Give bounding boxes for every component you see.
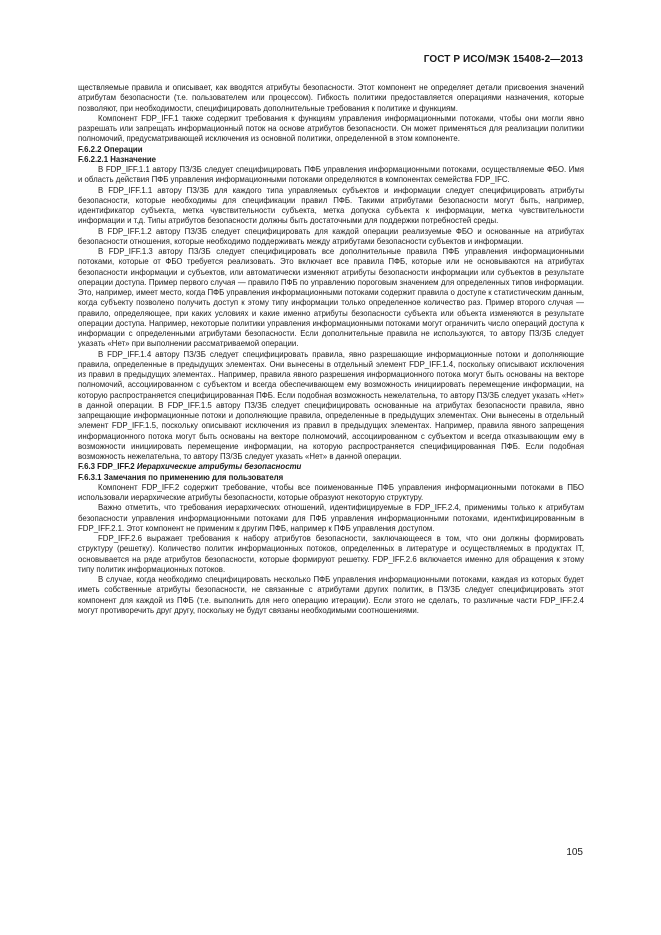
paragraph: Компонент FDP_IFF.2 содержит требование, чтобы все поименованные ПФБ управления информационными потоками в ПБО использовали иерархические атрибуты безопасности, которые образуют некоторую структуру. bbox=[78, 482, 584, 502]
paragraph: Важно отметить, что требования иерархических отношений, идентифицируемые в FDP_IFF.2.4, применимы только к атрибутам безопасности управления информационными потоками для ПФБ управления информационными потоками, идентифицированным в FDP_IFF.2.1. Этот компонент не применим к другим ПФБ, например к ПФБ управления доступом. bbox=[78, 503, 584, 533]
paragraph: В FDP_IFF.1.4 автору ПЗ/ЗБ следует специфицировать правила, явно разрешающие информационные потоки и дополняющие правила, определенные в предыдущих элементах. Они вынесены в отдельный элемент FDP_IFF.1.4, поскольку описывают исключения из правил в предыдущих элементах.. Например, правила явного разрешения информационного потока могут быть основаны на векторе полномочий, ассоциированном с субъектом и всегда обеспечивающем ему возможность инициировать перемещение информации, на которую распространяется специфицированная ПФБ. Если подобная возможность нежелательна, то автору ПЗ/ЗБ следует указать «Нет» в данной операции. В FDP_IFF.1.5 автору ПЗ/ЗБ следует специфицировать основанные на атрибутах безопасности правила, явно запрещающие информационные потоки и дополняющие правила, определенные в предыдущих элементах. Они вынесены в отдельный элемент FDP_IFF.1.5, поскольку описывают исключения из правил в предыдущих элементах. Например, правила явного запрещения информационного потока могут быть основаны на векторе полномочий, ассоциированном с субъектом и всегда отказывающим ему в возможности инициировать перемещение информации, на которую распространяется специфицированная ПФБ. Если подобная возможность нежелательна, то автору ПЗ/ЗБ следует указать «Нет» в данной операции. bbox=[78, 349, 584, 461]
section-heading bbox=[78, 462, 584, 472]
paragraph: В FDP_IFF.1.3 автору ПЗ/ЗБ следует специфицировать все дополнительные правила ПФБ управления информационными потоками, которые от ФБО требуется реализовать. Это включает все правила ПФБ, которые или не основываются на атрибутах безопасности информации и субъектов, или автоматически изменяют атрибуты безопасности информации или субъектов в результате операции доступа. Пример первого случая — правило ПФБ по управлению пороговым значением для определенных типов информации. Это, например, имеет место, когда ПФБ управления информационными потоками содержит правила о доступе к статистическим данным, когда субъекту позволено получить доступ к этому типу информации только определенное количество раз. Пример второго случая — правило, определяющее, при каких условиях и какие именно атрибуты безопасности субъекта или объекта изменяются в результате операции доступа. Например, некоторые политики управления информационными потоками могут ограничить число операций доступа к информации с определенными атрибутами безопасности. Если дополнительные правила не используются, то автору ПЗ/ЗБ следует указать «Нет» при выполнении рассматриваемой операции. bbox=[78, 247, 584, 349]
section-heading: F.6.2.2 Операции bbox=[78, 144, 143, 154]
paragraph: В случае, когда необходимо специфицировать несколько ПФБ управления информационными потоками, каждая из которых будет иметь собственные атрибуты безопасности, не связанные с атрибутами других политик, в ПЗ/ЗБ следует специфицировать этот компонент для каждой из ПФБ (т.е. выполнить для него операцию итерации). Если этого не сделать, то различные части FDP_IFF.2.4 могут противоречить друг другу, поскольку не будут связаны необходимыми соотношениями. bbox=[78, 575, 584, 615]
paragraph: FDP_IFF.2.6 выражает требования к набору атрибутов безопасности, заключающееся в том, что они должны формировать структуру (решетку). Количество политик информационных потоков, определенных в литературе и осуществляемых в продуктах IT, основывается на ряде атрибутов безопасности, которые формируют решетку. FDP_IFF.2.6 включается именно для обращения к этому типу политик информационных потоков. bbox=[78, 534, 584, 574]
section-heading: F.6.3.1 Замечания по применению для пользователя bbox=[78, 472, 284, 482]
paragraph: В FDP_IFF.1.2 автору ПЗ/ЗБ следует специфицировать для каждой операции реализуемые ФБО и основанные на атрибутах безопасности отношения, которые необходимо поддерживать между атрибутами безопасности субъектов и информации. bbox=[78, 226, 584, 246]
paragraph: В FDP_IFF.1.1 автору ПЗ/ЗБ следует специфицировать ПФБ управления информационными потоками, осуществляемые ФБО. Имя и область действия ПФБ управления информационными потоками определяются в компонентах семейства FDP_IFC. bbox=[78, 165, 584, 185]
paragraph: Компонент FDP_IFF.1 также содержит требования к функциям управления информационными потоками, чтобы они могли явно разрешать или запрещать информационный поток на основе атрибутов безопасности. Он может применяться для реализации политики полномочий, предусматривающей исключения из основной политики, определенной в этом компоненте. bbox=[78, 113, 584, 144]
document-body bbox=[78, 83, 584, 616]
paragraph: В FDP_IFF.1.1 автору ПЗ/ЗБ для каждого типа управляемых субъектов и информации следует специфицировать атрибуты безопасности, которые необходимы для спецификации правил ПФБ. Такими атрибутами безопасности могут быть, например, идентификатор субъекта, метка чувствительности субъекта, метка допуска субъекта к информации, метка чувствительности информации и т.д. Типы атрибутов безопасности должны быть достаточными для поддержки потребностей среды. bbox=[78, 185, 584, 226]
section-heading-number: F.6.3 FDP_IFF.2 bbox=[78, 462, 135, 472]
page-number: 105 bbox=[566, 847, 583, 858]
section-heading: F.6.2.2.1 Назначение bbox=[78, 154, 157, 164]
section-heading-title: Иерархические атрибуты безопасности bbox=[136, 462, 302, 472]
paragraph: ществляемые правила и описывает, как вводятся атрибуты безопасности. Этот компонент не определяет детали присвоения значений атрибутам безопасности (т.е. пользователем или процессом). Гибкость политики предоставляется операциями назначения, которые позволяют, при необходимости, специфицировать дополнительные требования к политике и функциям. bbox=[78, 83, 584, 113]
page-header: ГОСТ Р ИСО/МЭК 15408-2—2013 bbox=[423, 54, 583, 65]
